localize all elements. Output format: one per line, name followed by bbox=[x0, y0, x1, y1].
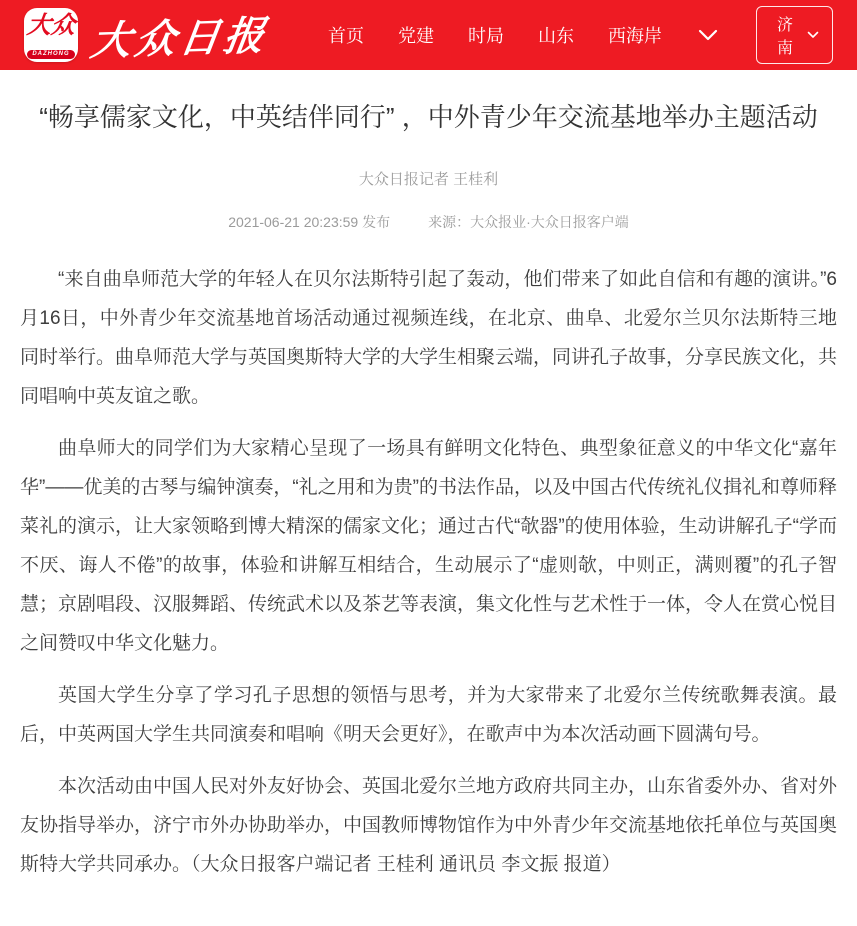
app-icon-ribbon-label: DAZHONG bbox=[27, 50, 75, 59]
article-paragraph: 本次活动由中国人民对外友好协会、英国北爱尔兰地方政府共同主办，山东省委外办、省对外友协指导举办，济宁市外办协助举办，中国教师博物馆作为中外青少年交流基地依托单位与英国奥斯特大学共同承办。（大众日报客户端记者 王桂利 通讯员 李文振 报道） bbox=[20, 776, 838, 875]
nav-item-party-building[interactable]: 党建 bbox=[398, 26, 434, 46]
article-paragraph: 曲阜师大的同学们为大家精心呈现了一场具有鲜明文化特色、典型象征意义的中华文化“嘉年华”——优美的古琴与编钟演奏，“礼之用和为贵”的书法作品，以及中国古代传统礼仪揖礼和尊师释菜礼的演示，让大家领略到博大精深的儒家文化；通过古代“欹器”的使用体验，生动讲解孔子“学而不厌、诲人不倦”的故事，体验和讲解互相结合，生动展示了“虚则欹，中则正，满则覆”的孔子智慧；京剧唱段、汉服舞蹈、传统武术以及茶艺等表演，集文化性与艺术性于一体，令人在赏心悦目之间赞叹中华文化魅力。 bbox=[20, 438, 838, 654]
dazhong-app-icon[interactable] bbox=[24, 8, 78, 62]
city-chevron-down-icon bbox=[807, 31, 819, 39]
article-paragraph: 英国大学生分享了学习孔子思想的领悟与思考，并为大家带来了北爱尔兰传统歌舞表演。最后，中英两国大学生共同演奏和唱响《明天会更好》，在歌声中为本次活动画下圆满句号。 bbox=[20, 685, 837, 745]
article-byline: 大众日报记者 王桂利 bbox=[358, 171, 499, 188]
nav-item-current-affairs[interactable]: 时局 bbox=[468, 26, 504, 46]
article-meta bbox=[20, 212, 837, 232]
article-paragraph: “来自曲阜师范大学的年轻人在贝尔法斯特引起了轰动，他们带来了如此自信和有趣的演讲。”6月16日，中外青少年交流基地首场活动通过视频连线，在北京、曲阜、北爱尔兰贝尔法斯特三地同时举行。曲阜师范大学与英国奥斯特大学的大学生相聚云端，同讲孔子故事，分享民族文化，共同唱响中英友谊之歌。 bbox=[20, 269, 838, 407]
city-selector-label: 济南 bbox=[776, 17, 793, 57]
city-selector-button[interactable] bbox=[756, 6, 833, 64]
nav-item-west-coast[interactable]: 西海岸 bbox=[608, 26, 662, 46]
main-nav bbox=[328, 6, 833, 64]
site-logo[interactable] bbox=[24, 7, 272, 64]
app-icon-calligraphy: 大众 bbox=[25, 13, 77, 39]
dazhong-wordmark[interactable]: 大众日报 bbox=[87, 12, 272, 64]
main-content bbox=[0, 98, 857, 884]
nav-item-home[interactable]: 首页 bbox=[328, 26, 364, 46]
article-title: “畅享儒家文化，中英结伴同行” ，中外青少年交流基地举办主题活动 bbox=[39, 102, 818, 132]
nav-more-chevron-down-icon[interactable] bbox=[698, 29, 718, 41]
publish-time: 2021-06-21 20:23:59 发布 bbox=[228, 214, 391, 230]
article-source: 来源：大众报业·大众日报客户端 bbox=[428, 214, 629, 230]
site-header bbox=[0, 0, 857, 70]
nav-item-shandong[interactable]: 山东 bbox=[538, 26, 574, 46]
article-body bbox=[20, 260, 837, 884]
